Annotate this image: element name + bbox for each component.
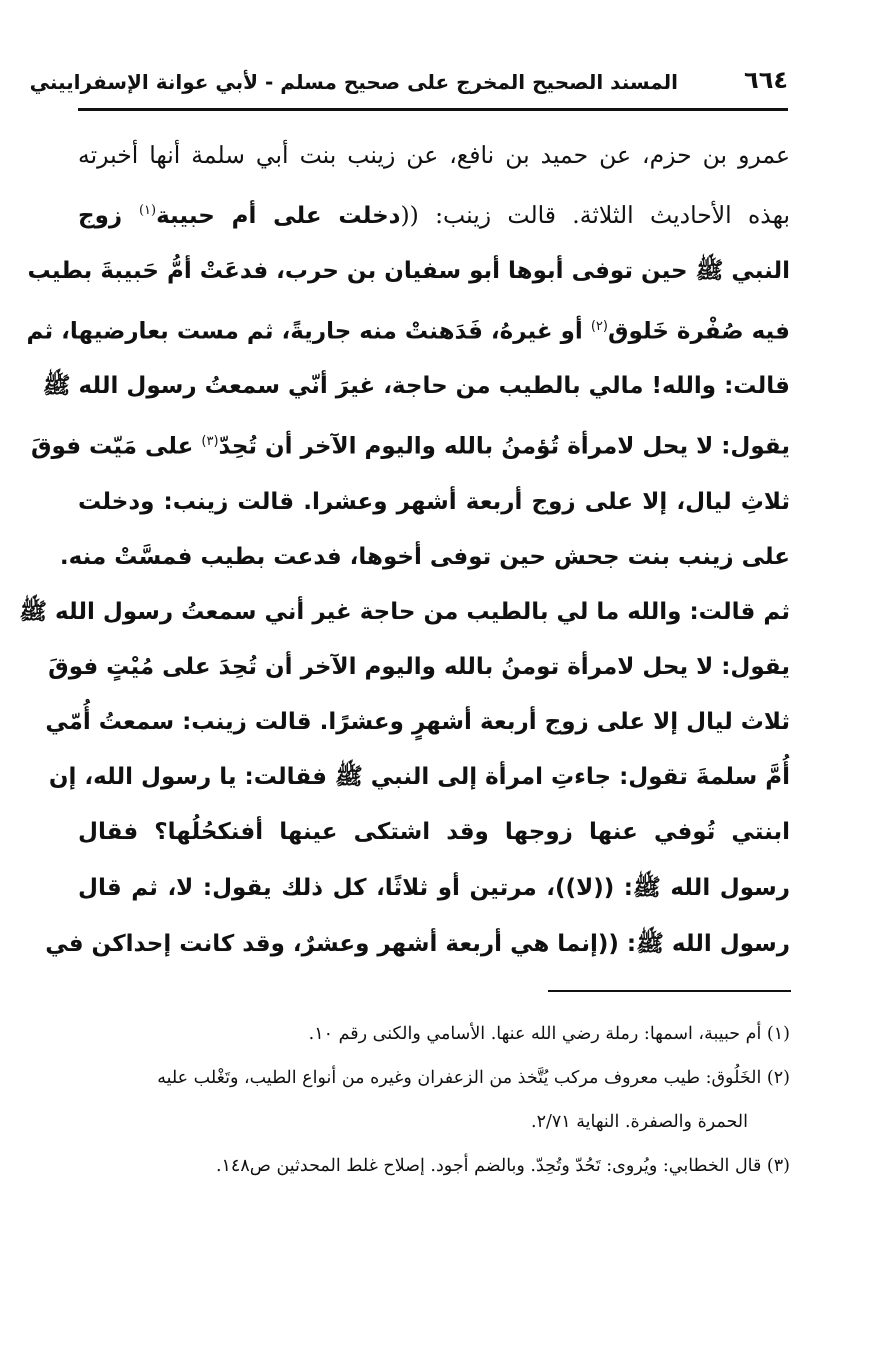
running-title: المسند الصحيح المخرج على صحيح مسلم - لأبي عوانة الإسفراييني: [29, 70, 678, 94]
page-number: ٦٦٤: [744, 66, 788, 94]
footnote-1: (١) أم حبيبة، اسمها: رملة رضي الله عنها. الأسامي والكنى رقم ١٠.: [308, 1024, 790, 1044]
footnote-3: (٣) قال الخطابي: ويُروى: تَحُدّ وتُحِدّ. وبالضم أجود. إصلاح غلط المحدثين ص١٤٨.: [215, 1156, 790, 1176]
text-line: [78, 128, 790, 183]
footnote-ref: (٣): [201, 434, 219, 450]
text-span: عمرو بن حزم، عن حميد بن نافع، عن زينب بنت أبي سلمة أنها أخبرته: [78, 141, 790, 169]
text-line: [45, 916, 790, 972]
text-span: قالت: والله! مالي بالطيب من حاجة، غيرَ أنّي سمعتُ رسول الله ﷺ: [42, 373, 790, 400]
text-line: [19, 585, 790, 640]
text-line: [27, 244, 790, 299]
footnote-2: (٢) الخَلُوق: طيب معروف مركب يُتَّخذ من الزعفران وغيره من أنواع الطيب، وتَغْلب عليه: [157, 1068, 790, 1088]
text-line: [48, 750, 790, 805]
page-header: [29, 62, 788, 111]
text-line: [30, 414, 790, 475]
text-line: [45, 695, 790, 750]
text-span: بهذه الأحاديث الثلاثة. قالت زينب: ((: [400, 200, 791, 229]
footnote-separator: [548, 990, 791, 992]
text-span: يقول: لا يحل لامرأة تومنُ بالله واليوم الآخر أن تُحِدَ على مُيْتٍ فوقَ: [48, 654, 790, 681]
text-line: [78, 475, 790, 530]
text-span: على مَيّت فوقَ: [30, 434, 202, 461]
text-line: [78, 805, 790, 860]
text-line: [78, 860, 790, 916]
text-span: رسول الله ﷺ: ((: [593, 875, 790, 902]
text-span: ))، مرتين أو ثلاثًا، كل ذلك يقول: لا، ثم قال: [78, 875, 577, 902]
footnote-ref: (٢): [590, 318, 608, 334]
text-line: [42, 359, 790, 414]
text-span: أُمَّ سلمةَ تقول: جاءتِ امرأة إلى النبي ﷺ فقالت: يا رسول الله، إن: [48, 764, 790, 791]
text-span: على زينب بنت جحش حين توفى أخوها، فدعت بطيب فمسَّتْ منه.: [59, 544, 790, 571]
main-text: [19, 128, 791, 972]
text-span: ثم قالت: والله ما لي بالطيب من حاجة غير أني سمعتُ رسول الله ﷺ: [19, 599, 790, 626]
text-span: يقول: لا يحل لامرأة تُؤمنُ بالله واليوم الآخر أن تُحِدّ: [218, 434, 790, 461]
text-span: زوج: [78, 202, 139, 229]
text-line: [26, 299, 790, 360]
footnote-2-continued: الحمرة والصفرة. النهاية ٢/٧١.: [531, 1112, 748, 1132]
text-span: رسول الله ﷺ: ((: [597, 931, 790, 958]
text-span: ثلاثِ ليال، إلا على زوج أربعة أشهر وعشرا. قالت زينب: ودخلت: [78, 489, 790, 516]
text-line: [78, 183, 790, 244]
text-span: النبي ﷺ حين توفى أبوها أبو سفيان بن حرب، فدعَتْ أمُّ حَبيبةَ بطيب: [27, 257, 790, 284]
text-span: دخلت على أم حبيبة: [156, 202, 401, 229]
footnotes: [78, 1012, 790, 1188]
footnote-ref: (١): [138, 203, 157, 218]
text-span: ثلاث ليال إلا على زوج أربعة أشهرٍ وعشرًا. قالت زينب: سمعتُ أُمّي: [45, 709, 790, 736]
text-span: لا: [576, 875, 594, 902]
text-span: إنما هي أربعة أشهر وعشرٌ، وقد كانت إحداكن في: [45, 931, 598, 958]
text-line: [59, 530, 790, 585]
text-line: [48, 640, 790, 695]
text-span: فيه صُفْرة خَلوق: [607, 318, 790, 345]
text-span: ابنتي تُوفي عنها زوجها وقد اشتكى عينها أفنكحُلُها؟ فقال: [78, 819, 790, 846]
text-span: أو غيرهُ، فَدَهنتْ منه جاريةً، ثم مست بعارضيها، ثم: [26, 318, 591, 345]
